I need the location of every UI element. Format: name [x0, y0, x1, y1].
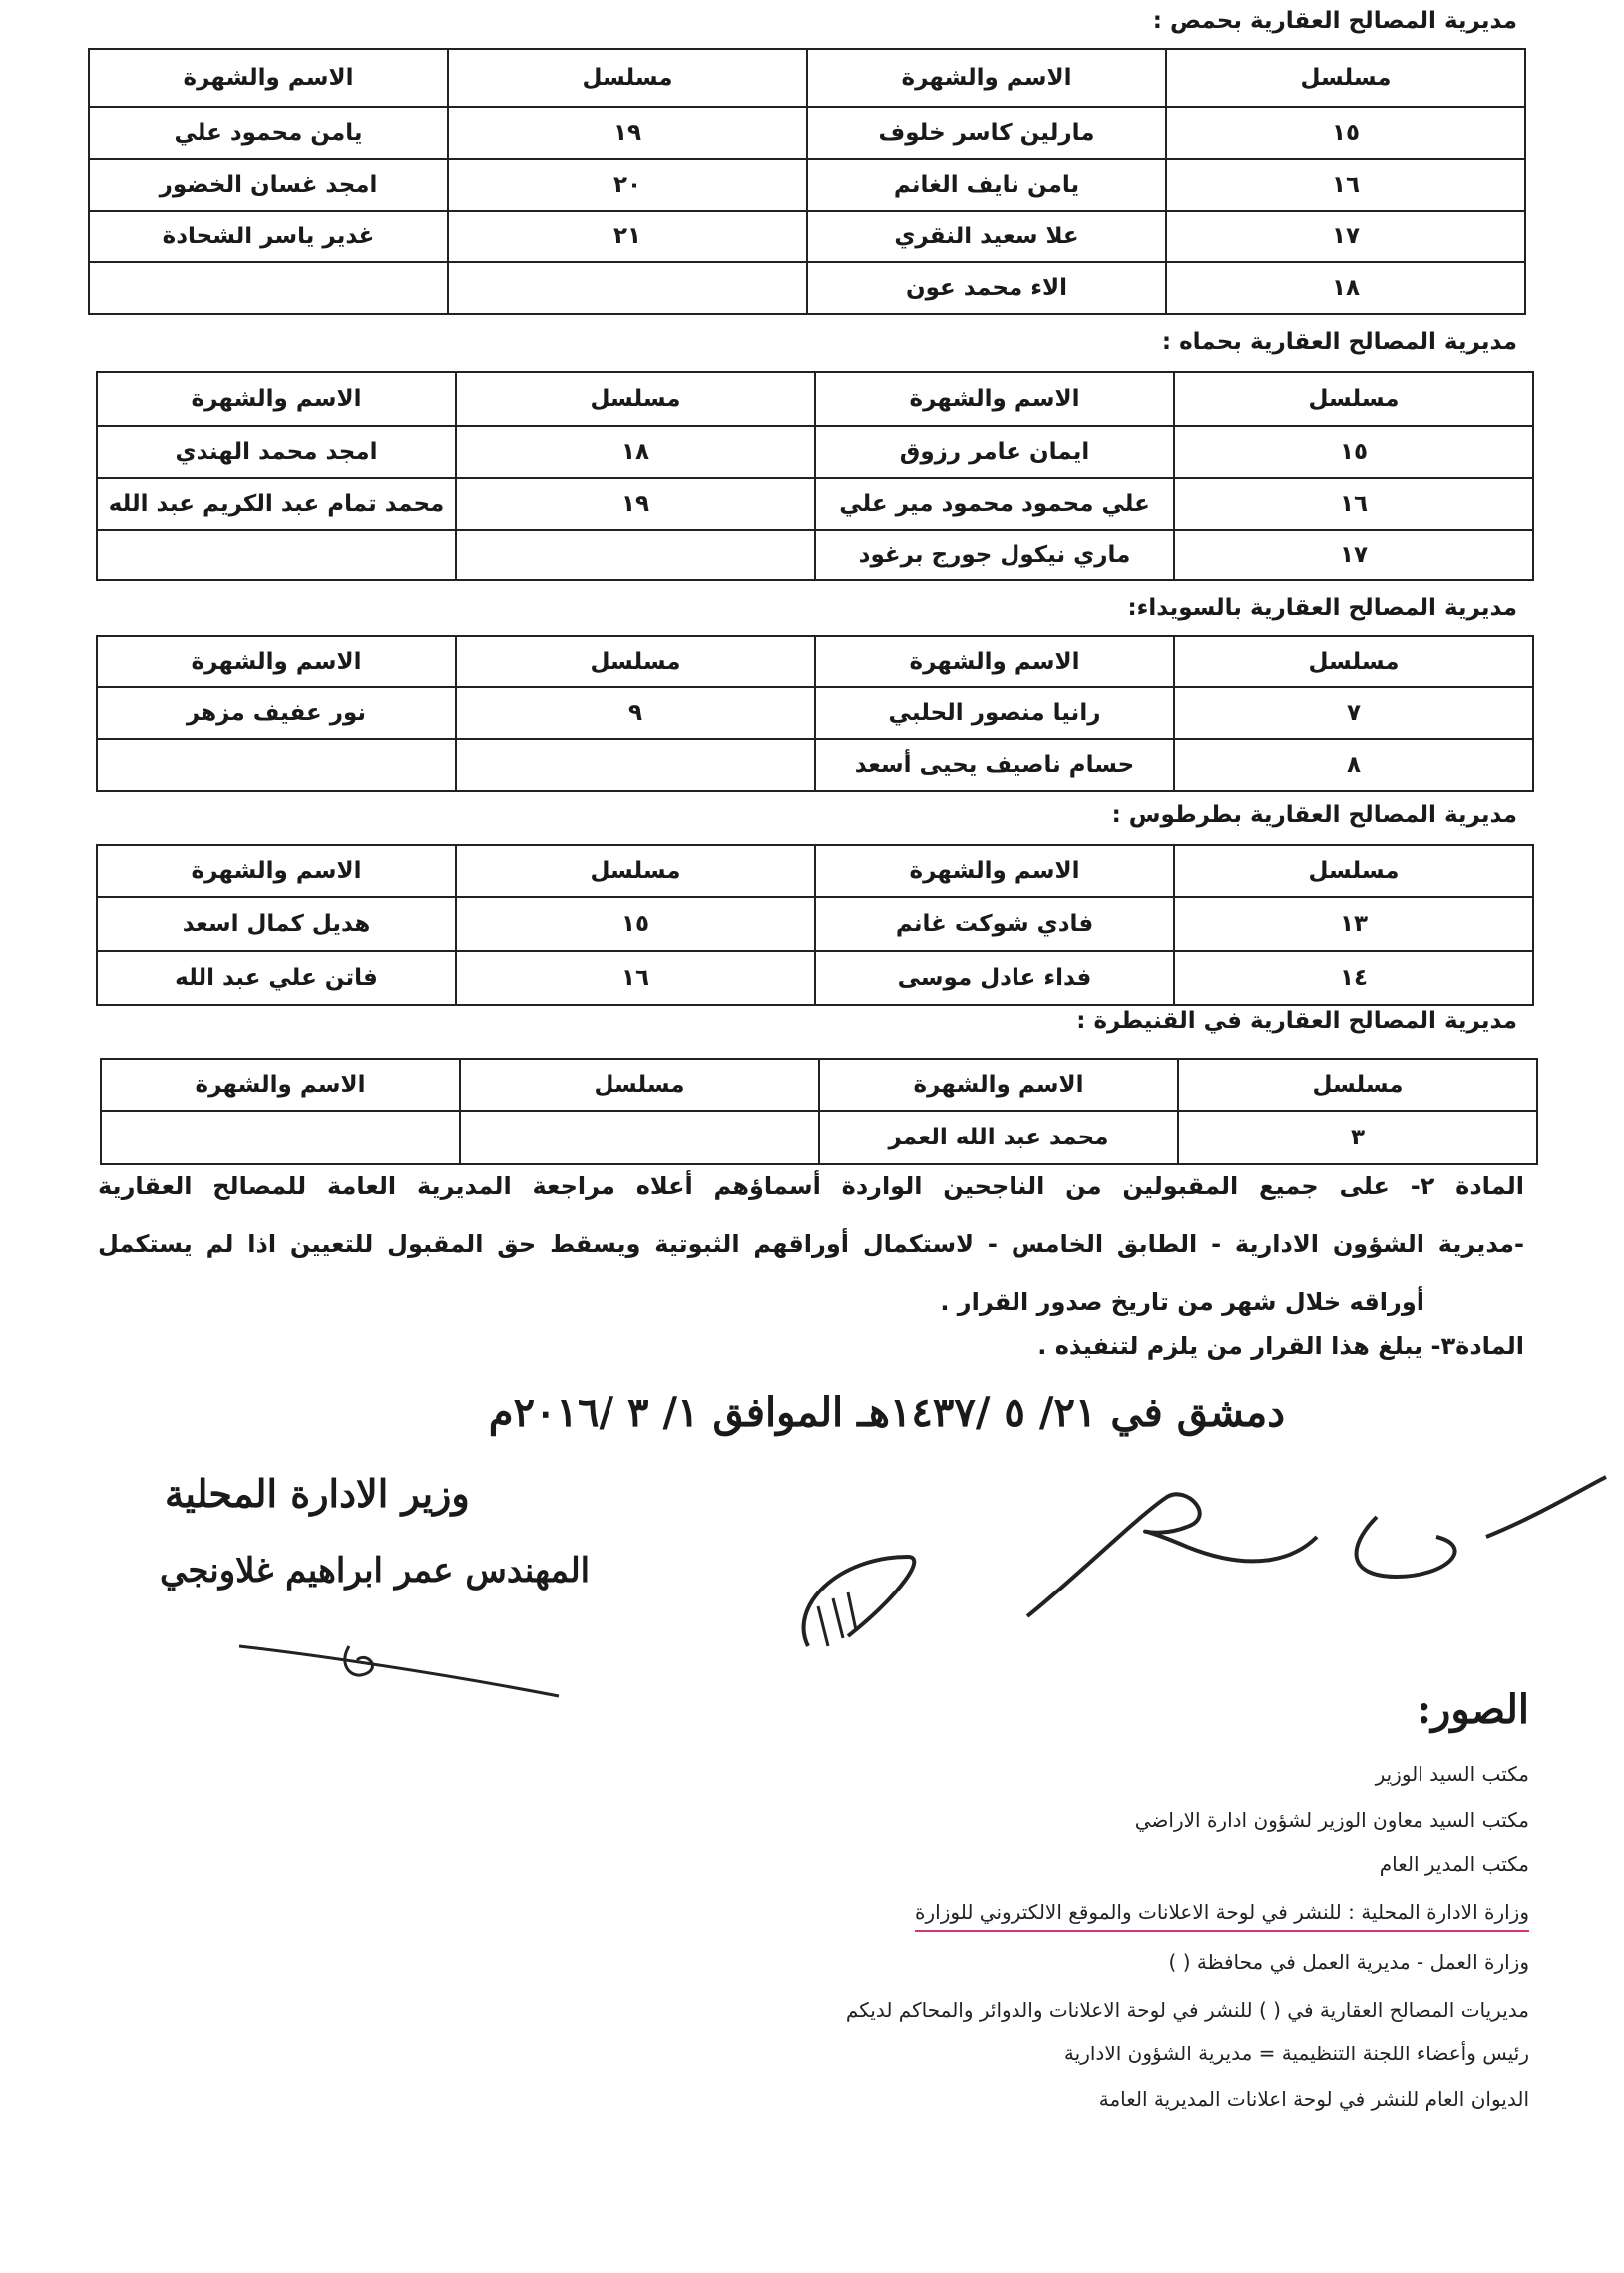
serial-cell [448, 262, 807, 314]
table-row [97, 478, 1533, 530]
table-header-row [89, 49, 1525, 107]
copy-item: مديريات المصالح العقارية في ( ) للنشر في لوحة الاعلانات والدوائر والمحاكم لديكم [845, 1998, 1529, 2022]
table-row [97, 897, 1533, 951]
name-cell: علا سعيد النقري [807, 211, 1166, 262]
name-cell: امجد محمد الهندي [97, 426, 456, 478]
serial-cell: ١٥ [1166, 107, 1525, 159]
article-2-line-2: -مديرية الشؤون الادارية - الطابق الخامس - لاستكمال أوراقهم الثبوتية ويسقط حق المقبول للتعيين اذا لم يستكمل [98, 1230, 1524, 1258]
serial-cell: ١٧ [1166, 211, 1525, 262]
name-cell: هديل كمال اسعد [97, 897, 456, 951]
name-header: الاسم والشهرة [97, 372, 456, 426]
serial-cell: ١٨ [456, 426, 815, 478]
name-header: الاسم والشهرة [815, 636, 1174, 687]
date-line: دمشق في ٢١/ ٥ /١٤٣٧هـ الموافق ١/ ٣ /٢٠١٦م [488, 1389, 1285, 1436]
serial-header: مسلسل [1174, 636, 1533, 687]
name-cell: مارلين كاسر خلوف [807, 107, 1166, 159]
table-row [89, 107, 1525, 159]
name-cell [101, 1111, 460, 1164]
name-cell: محمد عبد الله العمر [819, 1111, 1178, 1164]
table-header-row [97, 845, 1533, 897]
minister-signature-icon [229, 1577, 569, 1706]
handwritten-signature-icon [1017, 1457, 1616, 1636]
table-row [97, 530, 1533, 580]
name-header: الاسم والشهرة [97, 636, 456, 687]
section-heading-sweida: مديرية المصالح العقارية بالسويداء: [1127, 595, 1517, 621]
serial-header: مسلسل [1166, 49, 1525, 107]
serial-header: مسلسل [1174, 845, 1533, 897]
copy-item: مكتب المدير العام [1379, 1852, 1529, 1876]
name-cell: رانيا منصور الحلبي [815, 687, 1174, 739]
serial-cell: ٢١ [448, 211, 807, 262]
table-row [97, 951, 1533, 1005]
name-cell: ايمان عامر رزوق [815, 426, 1174, 478]
article-3: المادة٣- يبلغ هذا القرار من يلزم لتنفيذه . [1037, 1332, 1524, 1360]
serial-cell [456, 530, 815, 580]
serial-cell: ١٩ [456, 478, 815, 530]
serial-cell: ٨ [1174, 739, 1533, 791]
serial-cell: ١٧ [1174, 530, 1533, 580]
section-heading-homs: مديرية المصالح العقارية بحمص : [1152, 8, 1517, 34]
serial-cell [456, 739, 815, 791]
copy-item: وزارة العمل - مديرية العمل في محافظة ( ) [1168, 1950, 1529, 1974]
name-cell: يامن نايف الغانم [807, 159, 1166, 211]
name-header: الاسم والشهرة [815, 372, 1174, 426]
name-cell: غدير ياسر الشحادة [89, 211, 448, 262]
serial-cell: ١٥ [456, 897, 815, 951]
name-cell: حسام ناصيف يحيى أسعد [815, 739, 1174, 791]
name-cell [97, 530, 456, 580]
serial-header: مسلسل [456, 845, 815, 897]
serial-cell: ٩ [456, 687, 815, 739]
name-header: الاسم والشهرة [101, 1059, 460, 1111]
serial-header: مسلسل [460, 1059, 819, 1111]
copy-item: الديوان العام للنشر في لوحة اعلانات المديرية العامة [1098, 2087, 1529, 2111]
table-header-row [101, 1059, 1537, 1111]
serial-cell: ١٦ [456, 951, 815, 1005]
name-cell: نور عفيف مزهر [97, 687, 456, 739]
table-header-row [97, 372, 1533, 426]
serial-cell: ٧ [1174, 687, 1533, 739]
table-row [97, 426, 1533, 478]
copy-item: وزارة الادارة المحلية : للنشر في لوحة الاعلانات والموقع الالكتروني للوزارة [915, 1900, 1529, 1932]
minister-title: وزير الادارة المحلية [165, 1471, 470, 1516]
serial-cell: ١٤ [1174, 951, 1533, 1005]
copy-item: رئيس وأعضاء اللجنة التنظيمية = مديرية الشؤون الادارية [1063, 2042, 1529, 2065]
name-header: الاسم والشهرة [807, 49, 1166, 107]
table-sweida [96, 635, 1534, 792]
name-cell: يامن محمود علي [89, 107, 448, 159]
section-heading-hama: مديرية المصالح العقارية بحماه : [1161, 329, 1517, 355]
serial-cell: ١٣ [1174, 897, 1533, 951]
stamp-signature-icon [778, 1537, 938, 1666]
article-2-line-3: أوراقه خلال شهر من تاريخ صدور القرار . [940, 1288, 1424, 1316]
table-row [97, 687, 1533, 739]
minister-name: المهندس عمر ابراهيم غلاونجي [160, 1551, 591, 1591]
name-header: الاسم والشهرة [89, 49, 448, 107]
table-homs [88, 48, 1526, 315]
serial-cell: ١٥ [1174, 426, 1533, 478]
section-heading-quneitra: مديرية المصالح العقارية في القنيطرة : [1076, 1008, 1517, 1034]
table-row [89, 211, 1525, 262]
table-quneitra [100, 1058, 1538, 1165]
copies-title: الصور: [1417, 1686, 1529, 1733]
name-cell: محمد تمام عبد الكريم عبد الله [97, 478, 456, 530]
serial-cell: ١٩ [448, 107, 807, 159]
section-heading-tartous: مديرية المصالح العقارية بطرطوس : [1111, 802, 1517, 828]
serial-cell [460, 1111, 819, 1164]
name-header: الاسم والشهرة [815, 845, 1174, 897]
table-row [89, 262, 1525, 314]
name-cell: امجد غسان الخضور [89, 159, 448, 211]
table-row [89, 159, 1525, 211]
name-cell: فاتن علي عبد الله [97, 951, 456, 1005]
name-cell: ماري نيكول جورج برغود [815, 530, 1174, 580]
article-2-line-1: المادة ٢- على جميع المقبولين من الناجحين الواردة أسماؤهم أعلاه مراجعة المديرية العامة للمصالح العقارية [98, 1172, 1524, 1200]
name-cell: الاء محمد عون [807, 262, 1166, 314]
table-row [97, 739, 1533, 791]
serial-cell: ١٨ [1166, 262, 1525, 314]
copy-item: مكتب السيد الوزير [1375, 1762, 1529, 1786]
table-row [101, 1111, 1537, 1164]
copy-item: مكتب السيد معاون الوزير لشؤون ادارة الاراضي [1134, 1808, 1529, 1832]
serial-cell: ٣ [1178, 1111, 1537, 1164]
article-2 [98, 1157, 1524, 1331]
serial-header: مسلسل [1178, 1059, 1537, 1111]
name-header: الاسم والشهرة [97, 845, 456, 897]
serial-header: مسلسل [456, 372, 815, 426]
name-cell: علي محمود محمود مير علي [815, 478, 1174, 530]
serial-cell: ٢٠ [448, 159, 807, 211]
name-cell [97, 739, 456, 791]
name-cell [89, 262, 448, 314]
serial-header: مسلسل [1174, 372, 1533, 426]
name-header: الاسم والشهرة [819, 1059, 1178, 1111]
serial-header: مسلسل [456, 636, 815, 687]
table-hama [96, 371, 1534, 581]
table-header-row [97, 636, 1533, 687]
serial-header: مسلسل [448, 49, 807, 107]
name-cell: فادي شوكت غانم [815, 897, 1174, 951]
serial-cell: ١٦ [1174, 478, 1533, 530]
name-cell: فداء عادل موسى [815, 951, 1174, 1005]
table-tartous [96, 844, 1534, 1006]
serial-cell: ١٦ [1166, 159, 1525, 211]
